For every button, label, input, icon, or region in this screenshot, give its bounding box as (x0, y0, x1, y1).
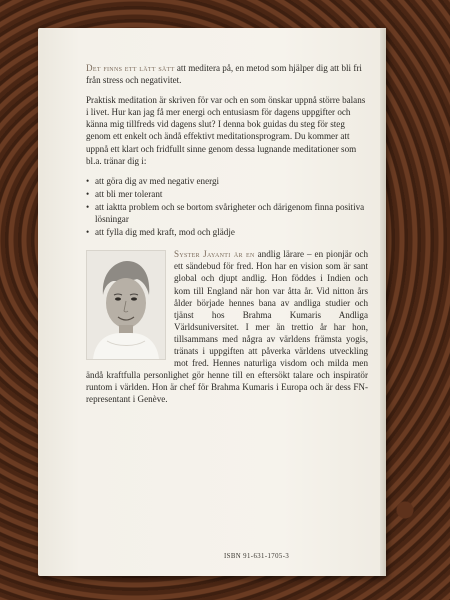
bullet-item: • att iaktta problem och se bortom svårigheter och därigenom finna positiva lösningar (86, 201, 368, 225)
cover-text (86, 62, 368, 405)
bio-smallcaps: Syster Jayanti är en (174, 249, 255, 260)
intro-rest: att meditera på, en metod som hjälper dig att bli fri från stress och negativitet. (86, 63, 362, 86)
book-back-cover (38, 28, 386, 576)
description-paragraph: Praktisk meditation är skriven för var och en som önskar uppnå större balans i livet. Hur kan jag få mer energi och entusiasm för dagens uppgifter och känna mig tillfreds vid dagens slut? I denna bok guidas du steg för steg genom ett enkelt och ändå effektivt meditationsprogram. Du kommer att uppnå ett klart och fridfullt sinne genom dessa lugnande meditationer som bl.a. tränar dig i: (86, 95, 366, 166)
bio-rest: andlig lärare – en pionjär och ett sändebud för fred. Hon har en vision som är sant global och djupt andlig. Hon föddes i Indien och kom till England när hon var åtta år. Vid nitton års ålder började hennes bana av andliga studier och tjänst hos Brahma Kumaris Andliga Världsuniversitet. I mer än trettio år har hon, tillsammans med några av världens främsta yogis, tränats i uppgiften att påverka världens utveckling mot fred. Hennes naturliga visdom och milda men ändå kraftfulla personlighet gör henne till en eftersökt talare och inspiratör runtom i världen. Hon är chef för Brahma Kumaris i Europa och är dess FN-representant i Genève. (86, 249, 368, 405)
author-portrait-image (87, 251, 165, 359)
bullet-list (86, 175, 368, 238)
author-bio (86, 248, 368, 405)
bullet-item: • att fylla dig med kraft, mod och glädje (86, 226, 368, 238)
isbn-text: ISBN 91-631-1705-3 (224, 553, 290, 560)
book-edge (380, 28, 386, 576)
intro-paragraph (86, 62, 368, 86)
author-photo (86, 250, 166, 360)
intro-smallcaps: Det finns ett lätt sätt (86, 63, 175, 73)
bullet-item: • att bli mer tolerant (86, 188, 368, 200)
bullet-item: • att göra dig av med negativ energi (86, 175, 368, 187)
